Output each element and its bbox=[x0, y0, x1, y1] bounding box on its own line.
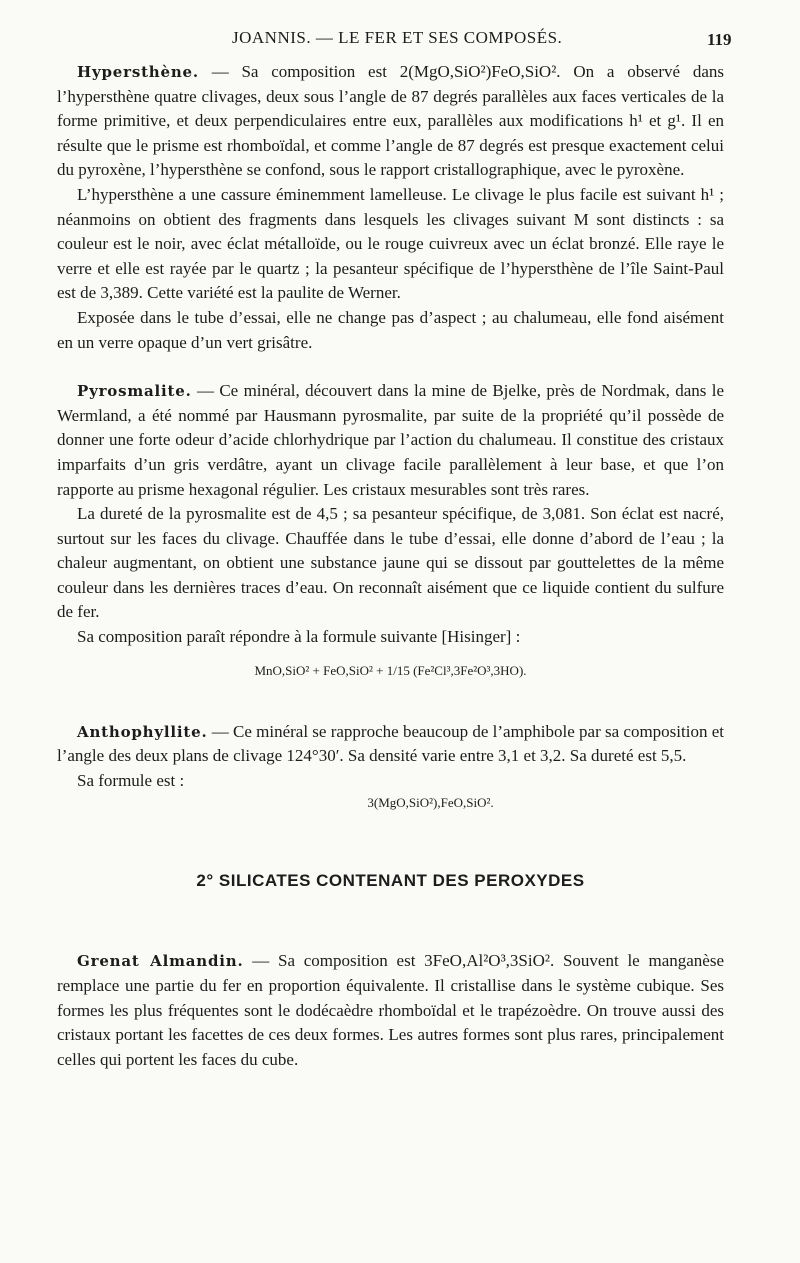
page-body bbox=[57, 60, 724, 1072]
anthophyllite-paragraph-2: Sa formule est : bbox=[77, 770, 185, 790]
grenat-paragraph-1 bbox=[57, 949, 724, 1072]
anthophyllite-paragraph-1 bbox=[57, 720, 724, 769]
hypersthene-term: Hypersthène. bbox=[77, 63, 199, 81]
pyrosmalite-term: Pyrosmalite. bbox=[77, 382, 192, 401]
pyrosmalite-text-1: — Ce minéral, découvert dans la mine de Bjelke, près de Nordmak, dans le Wermland, a été nommé par Hausmann pyrosmalite, par suite de la propriété qu’il possède de donner une forte odeur d’acide chlorhydrique par l’action du chalumeau. Il constitue des cristaux imparfaits d’un gris verdâtre, ayant un clivage facile parallèlement à leur base, et que l’on rapporte au prisme hexagonal régulier. Les cristaux mesurables sont très rares. bbox=[57, 381, 724, 499]
spacer bbox=[57, 813, 724, 871]
pyrosmalite-paragraph-2: La dureté de la pyrosmalite est de 4,5 ; sa pesanteur spécifique, de 3,081. Son éclat est nacré, surtout sur les faces du clivage. Chauffée dans le tube d’essai, elle donne d’abord de l’eau ; la chaleur augmentant, on obtient une substance jaune qui se dissout par gouttelettes de la même couleur dans les dernières traces d’eau. On reconnaît aisément que ce liquide contient du sulfure de fer. bbox=[57, 504, 724, 622]
pyrosmalite-paragraph-1 bbox=[57, 379, 724, 502]
grenat-text-1: — Sa composition est 3FeO,Al²O³,3SiO². Souvent le manganèse remplace une partie du fer en proportion équivalente. Il cristallise dans le système cubique. Ses formes les plus fréquentes sont le dodécaèdre rhomboïdal et le trapézoèdre. On trouve aussi des cristaux portant les facettes de ces deux formes. Les autres formes sont plus rares, principalement celles qui portent les faces du cube. bbox=[57, 951, 724, 1069]
anthophyllite-text-1: — Ce minéral se rapproche beaucoup de l’amphibole par sa composition et l’angle des deux plans de clivage 124°30′. Sa densité varie entre 3,1 et 3,2. Sa dureté est 5,5. bbox=[57, 721, 724, 766]
hypersthene-paragraph-1 bbox=[57, 60, 724, 183]
spacer bbox=[57, 355, 724, 379]
running-head: JOANNIS. — LE FER ET SES COMPOSÉS. bbox=[232, 28, 563, 47]
spacer bbox=[57, 694, 724, 720]
hypersthene-paragraph-2: L’hypersthène a une cassure éminemment lamelleuse. Le clivage le plus facile est suivant h¹ ; néanmoins on obtient des fragments dans lesquels les clivages suivant M sont distincts : sa couleur est le noir, avec éclat métalloïde, ou le rouge cuivreux avec un éclat bronzé. Elle raye le verre et elle est rayée par le quartz ; la pesanteur spécifique de l’hypersthène de l’île Saint-Paul est de 3,389. Cette variété est la paulite de Werner. bbox=[57, 184, 724, 303]
hypersthene-text-1: — Sa composition est 2(MgO,SiO²)FeO,SiO². On a observé dans l’hypersthène quatre clivages, deux sous l’angle de 87 degrés parallèles aux faces verticales de la forme primitive, et deux perpendiculaires entre eux, parallèles aux modifications h¹ et g¹. Il en résulte que le prisme est rhomboïdal, et comme l’angle de 87 degrés est presque exactement celui du pyroxène, l’hypersthène se confond, sous le rapport cristallographique, avec le pyroxène. bbox=[57, 62, 724, 180]
anthophyllite-formula: 3(MgO,SiO²),FeO,SiO². bbox=[367, 795, 494, 811]
page-header bbox=[0, 0, 800, 56]
page-number: 119 bbox=[707, 30, 732, 49]
spacer bbox=[57, 891, 724, 949]
section-title: 2° SILICATES CONTENANT DES PEROXYDES bbox=[196, 871, 585, 891]
pyrosmalite-paragraph-3: Sa composition paraît répondre à la formule suivante [Hisinger] : bbox=[77, 627, 521, 647]
anthophyllite-term: Anthophyllite. bbox=[77, 722, 208, 741]
pyrosmalite-formula: MnO,SiO² + FeO,SiO² + 1/15 (Fe²Cl³,3Fe²O³,3HO). bbox=[254, 662, 527, 678]
hypersthene-paragraph-3: Exposée dans le tube d’essai, elle ne change pas d’aspect ; au chalumeau, elle fond aisément en un verre opaque d’un vert grisâtre. bbox=[57, 307, 724, 352]
grenat-term: Grenat Almandin. bbox=[77, 952, 244, 971]
